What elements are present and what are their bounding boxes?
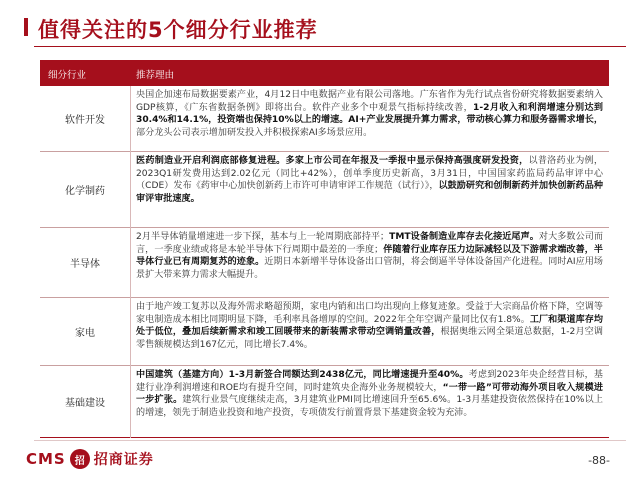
title-bar [34, 6, 626, 46]
reason-text: 2月半导体销量增速进一步下探，基本与上一轮周期底部持平； [136, 232, 390, 242]
table-row [40, 228, 609, 298]
reason-highlight: 伴随着行业库存压力边际减轻以及下游需求端改善，半导体行业已有周期复苏的迹象。 [136, 244, 603, 268]
footer [0, 440, 640, 480]
reason-text: 近期日本新增半导体设备出口管制，将会倒逼半导体设备国产化进程。同时AI应用场景扩大带来算力需求大幅提升。 [136, 257, 603, 280]
reason-text: 根据奥维云网全渠道总数据，1-2月空调零售额规模达到167亿元，同比增长7.4%。 [136, 327, 603, 350]
footer-divider [34, 440, 626, 441]
reason-highlight: 工厂和渠道库存均处于低位，叠加后续新需求和竣工回暖带来的新装需求带动空调销量改善， [136, 314, 603, 338]
recommendation-reason [130, 228, 609, 297]
logo-chinese: 招商证券 [93, 452, 154, 468]
reason-highlight: 医药制造业开启利润底部修复进程。多家上市公司在年报及一季报中显示保持高强度研发投资， [136, 156, 529, 166]
company-logo [26, 446, 154, 472]
reason-highlight: “一带一路”可带动海外项目收入规模进一步扩张。 [136, 382, 603, 406]
title-accent-bar [24, 18, 28, 36]
reason-highlight: 中国建筑（基建方向）1-3月新签合同额达到2438亿元，同比增速提升至40%。 [136, 370, 469, 380]
table-header [40, 60, 609, 86]
title-underline [34, 46, 626, 47]
logo-mark-icon: 招 [70, 449, 90, 469]
page-number: -88- [588, 454, 610, 467]
reason-highlight: 以鼓励研究和创制新药并加快创新药品种审评审批速度。 [136, 181, 603, 204]
page-title: 值得关注的5个细分行业推荐 [38, 18, 318, 42]
table-row [40, 298, 609, 366]
logo-latin: CMS [26, 450, 66, 468]
recommendation-reason [130, 86, 609, 151]
reason-highlight: TMT设备制造业库存去化接近尾声。 [389, 232, 539, 242]
reason-text: 以普洛药业为例，2023Q1研发费用达到2.02亿元（同比+42%），创单季度历史新高，3月31日，中国国家药监局药品审评中心（CDE）发布《药审中心加快创新药上市许可申请审评工作规范（试行）》， [136, 156, 603, 192]
reason-text: 考虑到2023年央企经营目标，基建行业净利润增速和ROE均有提升空间，同时建筑央企海外业务规模较大， [136, 370, 603, 393]
reason-text: 央国企加速布局数据要素产业，4月12日中电数据产业有限公司落地。广东省作为先行试点省份研究将数据要素纳入GDP核算，《广东省数据条例》即将出台。软件产业多个中观景气指标持续改善， [136, 90, 603, 113]
recommendation-reason [130, 298, 609, 365]
recommendation-reason [130, 366, 609, 437]
column-header-reason: 推荐理由 [136, 70, 175, 81]
column-header-industry: 细分行业 [48, 70, 87, 81]
industry-name: 软件开发 [65, 115, 105, 126]
column-divider [130, 86, 131, 438]
reason-text: 建筑行业景气度继续走高，3月建筑业PMI同比增速回升至65.6%。1-3月基建投资依然保持在10%以上的增速，领先于制造业投资和地产投资，专项债发行前置背景下基建资金较为充沛。 [136, 395, 603, 418]
table-row [40, 152, 609, 228]
reason-text: 部分龙头公司表示增加研发投入并积极探索AI多场景应用。 [136, 127, 373, 138]
reason-highlight: 1-2月收入和利润增速分别达到30.4%和14.1%，投资端也保持10%以上的增速。AI+产业发展提升算力需求，带动核心算力和服务器需求增长， [136, 102, 603, 126]
industry-name: 基础建设 [65, 398, 105, 409]
table-row [40, 86, 609, 152]
recommendation-reason [130, 152, 609, 227]
industry-name: 化学制药 [65, 186, 105, 197]
reason-text: 对大多数公司而言，一季度业绩或将是本轮半导体下行周期中最差的一季度； [136, 232, 603, 255]
table-row [40, 366, 609, 438]
reason-text: 由于地产竣工复苏以及海外需求略超预期，家电内销和出口均出现向上修复迹象。受益于大宗商品价格下降，空调等家电制造成本相比同期明显下降，毛利率具备增厚的空间。2022年全年空调产量同比仅有1.8%。 [136, 302, 603, 325]
industry-name: 家电 [75, 328, 95, 339]
industry-name: 半导体 [70, 259, 100, 270]
